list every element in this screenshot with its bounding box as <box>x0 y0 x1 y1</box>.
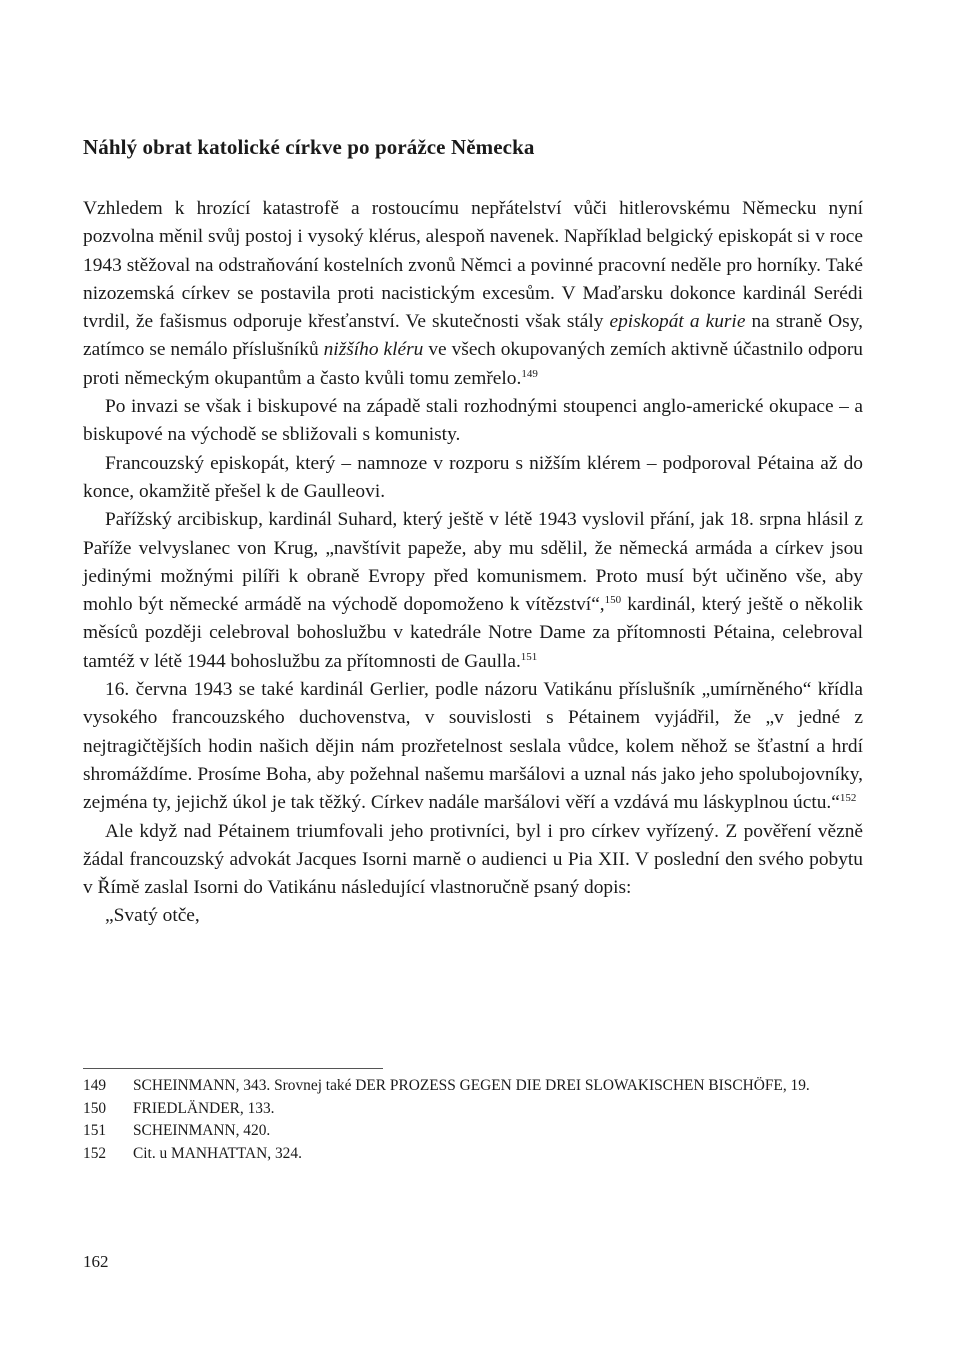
text-run: „Svatý otče, <box>105 905 200 927</box>
text-run: kardinál, který ještě o několik měsíců později celebroval bohoslužbu v katedrále Notre Dame za přítomnosti Pétaina, celebroval tamtéž v létě 1944 bohoslužbu za přítomnosti de Gaulla. <box>83 594 863 672</box>
footnote-text: SCHEINMANN, 343. Srovnej také DER PROZESS GEGEN DIE DREI SLOWAKISCHEN BISCHÖFE, 19. <box>133 1077 810 1094</box>
emphasis-text: nižšího kléru <box>323 339 424 361</box>
text-run: Francouzský episkopát, který – namnoze v rozporu s nižším klérem – podporoval Pétaina až do konce, okamžitě přešel k de Gaulleovi. <box>83 452 863 502</box>
text-run: na straně Osy, zatímco se nemálo příslušníků <box>83 311 863 361</box>
paragraph <box>83 676 863 817</box>
footnote-reference: 149 <box>521 367 538 380</box>
text-run: ve všech okupovaných zemích aktivně účastnilo odporu proti německým okupantům a často kvůli tomu zemřelo. <box>83 339 863 389</box>
section-heading: Náhlý obrat katolické církve po porážce Německa <box>83 135 535 159</box>
page-number: 162 <box>83 1252 109 1271</box>
footnote <box>83 1143 863 1166</box>
footnote-number: 151 <box>83 1122 107 1139</box>
footnotes <box>83 1075 863 1165</box>
body-text <box>83 195 863 931</box>
book-page <box>83 0 863 1370</box>
footnote <box>83 1075 863 1098</box>
text-run: Ale když nad Pétainem triumfovali jeho protivníci, byl i pro církev vyřízený. Z pověření vězně žádal francouzský advokát Jacques Isorni marně o audienci u Pia XII. V poslední den svého pobytu v Římě zaslal Isorni do Vatikánu následující vlastnoručně psaný dopis: <box>83 820 863 899</box>
paragraph <box>83 450 863 507</box>
footnote <box>83 1120 863 1143</box>
footnote-number: 149 <box>83 1077 107 1094</box>
footnote-number: 150 <box>83 1099 107 1117</box>
footnote <box>83 1098 863 1121</box>
paragraph <box>83 818 863 903</box>
footnote-separator <box>83 1068 383 1069</box>
paragraph <box>83 393 863 450</box>
text-run: Pařížský arcibiskup, kardinál Suhard, který ještě v létě 1943 vyslovil přání, jak 18. srpna hlásil z Paříže velvyslanec von Krug, „navštívit papeže, aby mu sdělil, že německá armáda a církev jsou jedinými možnými pilíři k obraně Evropy před komunismem. Proto musí být učiněno vše, aby mohlo být německé armádě na východě dopomoženo k vítězství“, <box>83 509 863 616</box>
footnote-text: FRIEDLÄNDER, 133. <box>133 1099 275 1117</box>
footnote-text: SCHEINMANN, 420. <box>133 1122 271 1139</box>
footnote-reference: 151 <box>520 650 538 663</box>
text-run: Po invazi se však i biskupové na západě stali rozhodnými stoupenci anglo-americké okupace – a biskupové na východě se sbližovali s komunisty. <box>83 396 863 446</box>
footnote-text: Cit. u MANHATTAN, 324. <box>133 1144 302 1162</box>
text-run: Vzhledem k hrozící katastrofě a rostoucímu nepřátelství vůči hitlerovskému Německu nyní pozvolna měnil svůj postoj i vysoký klérus, alespoň navenek. Například belgický episkopát si v roce 1943 stěžoval na odstraňování kostelních zvonů Němci a povinné pracovní neděle pro horníky. Také nizozemská církev se postavila proti nacistickým excesům. V Maďarsku dokonce kardinál Serédi tvrdil, že fašismus odporuje křesťanství. Ve skutečnosti však stály <box>83 198 863 333</box>
paragraph <box>83 195 863 393</box>
emphasis-text: episkopát a kurie <box>609 311 746 333</box>
footnote-reference: 150 <box>604 594 622 607</box>
paragraph <box>83 902 863 930</box>
paragraph <box>83 506 863 676</box>
footnote-reference: 152 <box>839 792 857 805</box>
footnote-number: 152 <box>83 1144 107 1162</box>
text-run: 16. června 1943 se také kardinál Gerlier, podle názoru Vatikánu příslušník „umírněného“ křídla vysokého francouzského duchovenstva, v souvislosti s Pétainem vyjádřil, že „v jedné z nejtragičtějších hodin našich dějin nám prozřetelnost seslala vůdce, kolem něhož se šťastní a hrdí shromáždíme. Prosíme Boha, aby požehnal našemu maršálovi a uznal nás jako jeho spolubojovníky, zejména ty, jejichž úkol je tak těžký. Církev nadále maršálovi věří a vzdává mu láskyplnou úctu.“ <box>83 679 863 814</box>
